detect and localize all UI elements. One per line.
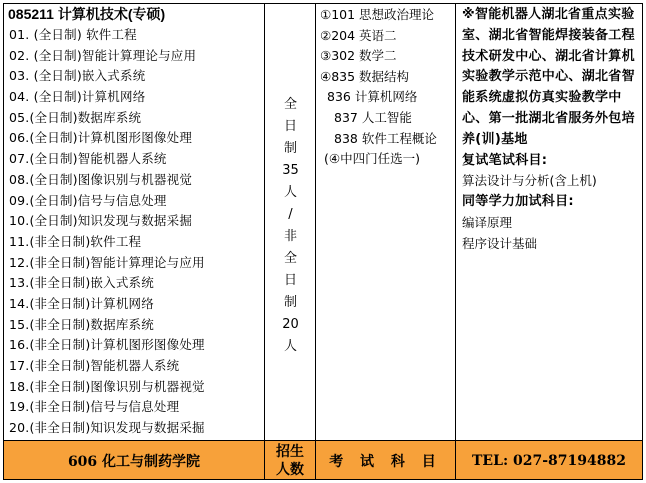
enrollment-char: / bbox=[288, 207, 293, 222]
enrollment-char: 20 bbox=[282, 317, 299, 332]
exam-subject: 836 计算机网络 bbox=[327, 89, 418, 105]
program-table bbox=[3, 3, 643, 480]
major-item: 11.(非全日制)软件工程 bbox=[9, 233, 142, 249]
telephone: TEL: 027-87194882 bbox=[472, 452, 626, 469]
major-item: 04. (全日制)计算机网络 bbox=[9, 89, 146, 105]
school-name: 606 化工与制药学院 bbox=[4, 441, 265, 480]
exam-subjects-column bbox=[316, 4, 456, 440]
major-item: 13.(非全日制)嵌入式系统 bbox=[9, 275, 154, 291]
majors-column bbox=[4, 4, 265, 440]
enrollment-char: 人 bbox=[283, 339, 297, 354]
enroll-label-line2: 人数 bbox=[276, 461, 304, 478]
enrollment-char: 全 bbox=[283, 251, 297, 266]
enrollment-char: 35 bbox=[282, 163, 299, 178]
enrollment-char: 制 bbox=[283, 295, 297, 310]
retest-title: 复试笔试科目: bbox=[462, 152, 548, 168]
major-item: 09.(全日制)信号与信息处理 bbox=[9, 192, 167, 208]
major-item: 03. (全日制)嵌入式系统 bbox=[9, 68, 146, 84]
footer-row bbox=[4, 440, 642, 479]
enroll-label bbox=[265, 441, 316, 480]
major-item: 05.(全日制)数据库系统 bbox=[9, 109, 142, 125]
major-item: 17.(非全日制)智能机器人系统 bbox=[9, 358, 180, 373]
enrollment-char: 非 bbox=[283, 229, 297, 244]
major-item: 19.(非全日制)信号与信息处理 bbox=[9, 399, 180, 415]
program-code-title: 085211 计算机技术(专硕) bbox=[8, 6, 166, 22]
enroll-label-line1: 招生 bbox=[276, 443, 304, 460]
enrollment-char: 日 bbox=[283, 119, 297, 134]
exam-subjects-list bbox=[320, 5, 454, 170]
major-item: 01. (全日制) 软件工程 bbox=[9, 27, 137, 42]
major-item: 14.(非全日制)计算机网络 bbox=[9, 295, 154, 311]
major-item: 06.(全日制)计算机图形图像处理 bbox=[9, 130, 193, 146]
equiv-subject: 程序设计基础 bbox=[462, 235, 538, 251]
major-item: 08.(全日制)图像识别与机器视觉 bbox=[9, 171, 193, 187]
major-item: 10.(全日制)知识发现与数据采掘 bbox=[9, 213, 193, 229]
enrollment-char: 制 bbox=[283, 141, 297, 156]
notes-column bbox=[456, 4, 642, 440]
major-item: 20.(非全日制)知识发现与数据采掘 bbox=[9, 420, 205, 436]
major-item: 07.(全日制)智能机器人系统 bbox=[9, 151, 167, 167]
exam-subject: 838 软件工程概论 bbox=[334, 130, 437, 146]
enrollment-column bbox=[265, 4, 316, 440]
exam-subject: ①101 思想政治理论 bbox=[320, 7, 435, 22]
exam-subject: ③302 数学二 bbox=[320, 48, 397, 64]
major-item: 18.(非全日制)图像识别与机器视觉 bbox=[9, 378, 205, 394]
exam-subject: (④中四门任选一) bbox=[324, 151, 420, 167]
majors-list bbox=[9, 25, 263, 439]
enrollment-char: 日 bbox=[283, 273, 297, 288]
equiv-title: 同等学力加试科目: bbox=[462, 194, 574, 210]
notes-block bbox=[462, 5, 638, 255]
enrollment-count bbox=[265, 94, 316, 358]
exam-subject: ②204 英语二 bbox=[320, 27, 397, 43]
exam-subject: 837 人工智能 bbox=[334, 109, 412, 125]
major-item: 12.(非全日制)智能计算理论与应用 bbox=[9, 254, 205, 270]
enrollment-char: 全 bbox=[283, 97, 297, 112]
platform-description: ※智能机器人湖北省重点实验室、湖北省智能焊接装备工程技术研发中心、湖北省计算机实验教学示范中心、湖北省智能系统虚拟仿真实验教学中心、第一批湖北省服务外包培养(训)基地 bbox=[462, 7, 635, 147]
major-item: 15.(非全日制)数据库系统 bbox=[9, 316, 154, 332]
equiv-subject: 编译原理 bbox=[462, 214, 513, 230]
retest-subject: 算法设计与分析(含上机) bbox=[462, 173, 597, 189]
exam-subject: ④835 数据结构 bbox=[320, 68, 410, 84]
major-item: 16.(非全日制)计算机图形图像处理 bbox=[9, 337, 205, 353]
major-item: 02. (全日制)智能计算理论与应用 bbox=[9, 47, 197, 63]
enrollment-char: 人 bbox=[283, 185, 297, 200]
exam-label: 考 试 科 目 bbox=[316, 441, 456, 480]
